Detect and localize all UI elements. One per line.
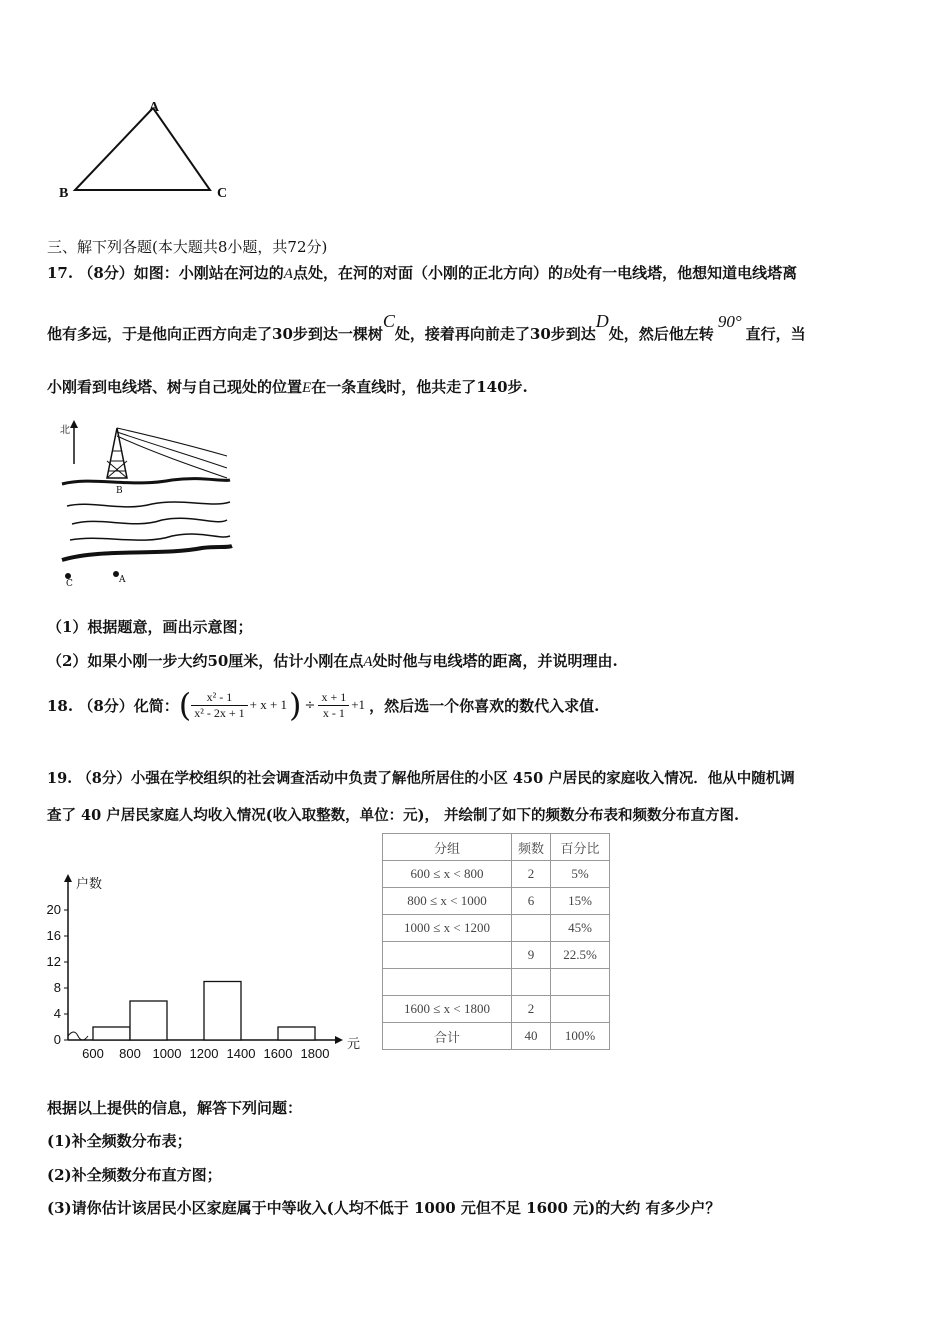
x-tick-label: 1400 (226, 1046, 256, 1061)
table-cell: 15% (551, 888, 610, 915)
q17-line-1: 17. （8分）如图：小刚站在河边的A点处，在河的对面（小刚的正北方向）的B处有一电线塔，他想知道电线塔离 (47, 264, 798, 282)
y-tick-label: 0 (53, 1032, 61, 1047)
questions-intro: 根据以上提供的信息，解答下列问题： (47, 1099, 303, 1117)
table-cell: 22.5% (551, 942, 610, 969)
y-axis-title: 户数 (76, 876, 103, 891)
q19-line-2: 查了 40 户居民家庭人均收入情况(收入取整数，单位：元)， 并绘制了如下的频数分布表和频数分布直方图. (47, 807, 740, 824)
q17-sub-2: （2）如果小刚一步大约50厘米，估计小刚在点A处时他与电线塔的距离，并说明理由. (47, 652, 618, 670)
table-cell (383, 942, 512, 969)
table-header-percent: 百分比 (551, 834, 610, 861)
table-cell: 2 (512, 996, 551, 1023)
table-row (383, 942, 610, 969)
y-tick-label: 12 (46, 954, 61, 969)
figure-label-a: A (119, 575, 126, 585)
table-cell (551, 996, 610, 1023)
table-cell: 1000 ≤ x < 1200 (383, 915, 512, 942)
section-header: 三、解下列各题(本大题共8小题，共72分) (47, 238, 328, 256)
table-cell: 1600 ≤ x < 1800 (383, 996, 512, 1023)
table-row (383, 861, 610, 888)
x-tick-label: 1200 (189, 1046, 219, 1061)
table-row (383, 915, 610, 942)
q18-line: 18. （8分）化简： ( $\frac{\text{x² - 1}}{\text{x² - 2x + 1}}$ + x + 1 ) ÷ $\frac{x + 1}{x - 1}$ +1 ，然后选一个你喜欢的数代入求值. (47, 686, 600, 724)
y-tick-label: 20 (46, 902, 61, 917)
q17-line-3: 小刚看到电线塔、树与自己现处的位置E在一条直线时，他共走了140步. (47, 378, 528, 396)
x-tick-label: 1000 (152, 1046, 182, 1061)
y-tick-label: 4 (53, 1006, 61, 1021)
table-cell: 6 (512, 888, 551, 915)
question-1: (1)补全频数分布表； (47, 1132, 192, 1150)
table-cell: 45% (551, 915, 610, 942)
table-row (383, 1023, 610, 1050)
histogram-bar (278, 1027, 315, 1040)
q17-line-2: 他有多远，于是他向正西方向走了30步到达一棵树C处，接着再向前走了30步到达D处，然后他左转90°直行，当 (47, 311, 806, 343)
q17-sub-1: （1）根据题意，画出示意图； (47, 618, 253, 636)
table-cell: 9 (512, 942, 551, 969)
table-cell: 2 (512, 861, 551, 888)
table-row (383, 888, 610, 915)
frequency-table (382, 833, 610, 1050)
q19-line-1: 19. （8分）小强在学校组织的社会调查活动中负责了解他所居住的小区 450 户居民的家庭收入情况．他从中随机调 (47, 770, 795, 787)
question-2: (2)补全频数分布直方图； (47, 1166, 222, 1184)
triangle-label-c: C (217, 186, 228, 201)
table-row (383, 996, 610, 1023)
histogram-bar (204, 982, 241, 1041)
histogram-bar (93, 1027, 130, 1040)
table-cell (512, 915, 551, 942)
triangle-label-a: A (149, 100, 160, 115)
question-3: (3)请你估计该居民小区家庭属于中等收入(人均不低于 1000 元但不足 1600 元)的大约 有多少户？ (47, 1199, 721, 1217)
river-tower-figure (52, 416, 237, 591)
table-header-frequency: 频数 (512, 834, 551, 861)
figure-north-label: 北 (60, 425, 70, 436)
y-tick-label: 8 (53, 980, 61, 995)
y-tick-label: 16 (46, 928, 61, 943)
figure-label-b: B (116, 486, 123, 496)
q18-fraction-2: $\frac{x + 1}{x - 1}$ (318, 690, 349, 721)
x-tick-label: 1800 (300, 1046, 330, 1061)
table-cell: 600 ≤ x < 800 (383, 861, 512, 888)
x-tick-label: 1600 (263, 1046, 293, 1061)
table-cell: 100% (551, 1023, 610, 1050)
axis-break-mark (68, 1032, 88, 1040)
histogram-bar (130, 1001, 167, 1040)
x-tick-label: 800 (119, 1046, 141, 1061)
table-header-group: 分组 (383, 834, 512, 861)
triangle-figure (55, 100, 235, 210)
x-axis-title: 元 (347, 1036, 361, 1051)
x-tick-label: 600 (82, 1046, 104, 1061)
table-row (383, 969, 610, 996)
table-cell: 5% (551, 861, 610, 888)
figure-label-c: C (66, 579, 73, 589)
x-axis-arrow (335, 1036, 343, 1044)
table-cell (551, 969, 610, 996)
triangle-label-b: B (59, 186, 69, 201)
table-cell: 40 (512, 1023, 551, 1050)
table-cell: 800 ≤ x < 1000 (383, 888, 512, 915)
table-cell: 合计 (383, 1023, 512, 1050)
table-cell (512, 969, 551, 996)
q18-fraction-1: $\frac{\text{x² - 1}}{\text{x² - 2x + 1}}$ (191, 690, 247, 721)
table-cell (383, 969, 512, 996)
y-axis-arrow (64, 874, 72, 882)
table-header-row (383, 834, 610, 861)
histogram-chart (35, 870, 380, 1065)
